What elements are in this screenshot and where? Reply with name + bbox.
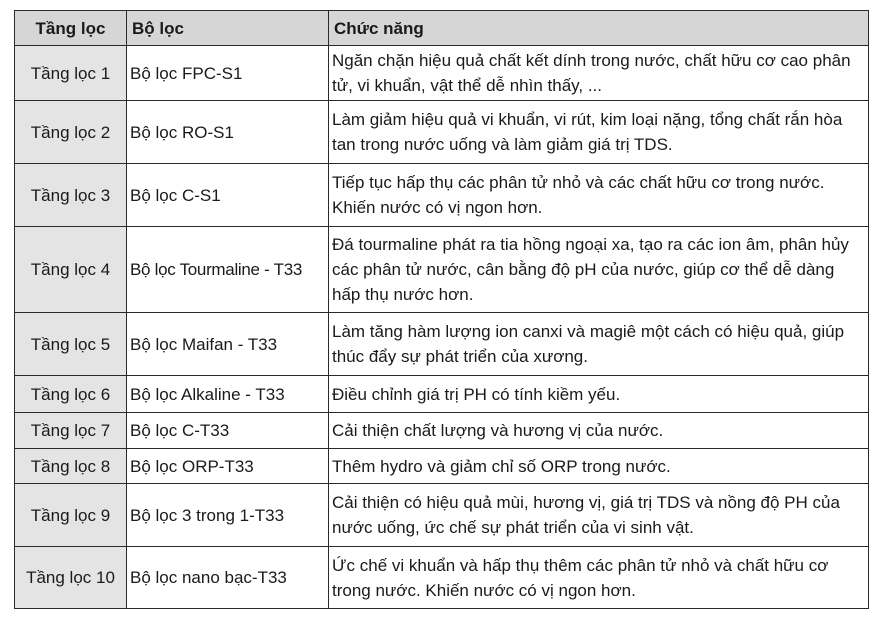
table-row [15, 164, 869, 227]
function-cell: Điều chỉnh giá trị PH có tính kiềm yếu. [329, 376, 869, 413]
table-row [15, 413, 869, 449]
table-row [15, 46, 869, 101]
filter-cell: Bộ lọc nano bạc-T33 [127, 547, 329, 609]
table-row [15, 547, 869, 609]
stage-cell: Tầng lọc 9 [15, 484, 127, 547]
stage-cell: Tầng lọc 7 [15, 413, 127, 449]
table-row [15, 449, 869, 484]
table-row [15, 227, 869, 313]
header-stage: Tầng lọc [15, 11, 127, 46]
filter-cell: Bộ lọc FPC-S1 [127, 46, 329, 101]
function-cell: Cải thiện có hiệu quả mùi, hương vị, giá trị TDS và nồng độ PH của nước uống, ức chế sự phát triển của vi sinh vật. [329, 484, 869, 547]
filter-cell: Bộ lọc Maifan - T33 [127, 313, 329, 376]
header-row [15, 11, 869, 46]
filter-cell: Bộ lọc Alkaline - T33 [127, 376, 329, 413]
header-filter: Bộ lọc [127, 11, 329, 46]
stage-cell: Tầng lọc 6 [15, 376, 127, 413]
function-cell: Đá tourmaline phát ra tia hồng ngoại xa, tạo ra các ion âm, phân hủy các phân tử nước, cân bằng độ pH của nước, giúp cơ thể dễ dàng hấp thụ nước hơn. [329, 227, 869, 313]
table-row [15, 484, 869, 547]
table-header [15, 11, 869, 46]
filter-cell: Bộ lọc ORP-T33 [127, 449, 329, 484]
function-cell: Làm tăng hàm lượng ion canxi và magiê một cách có hiệu quả, giúp thúc đẩy sự phát triển của xương. [329, 313, 869, 376]
stage-cell: Tầng lọc 2 [15, 101, 127, 164]
function-cell: Thêm hydro và giảm chỉ số ORP trong nước. [329, 449, 869, 484]
stage-cell: Tầng lọc 5 [15, 313, 127, 376]
table-row [15, 101, 869, 164]
stage-cell: Tầng lọc 8 [15, 449, 127, 484]
filter-cell: Bộ lọc Tourmaline - T33 [127, 227, 329, 313]
function-cell: Ngăn chặn hiệu quả chất kết dính trong nước, chất hữu cơ cao phân tử, vi khuẩn, vật thể dễ nhìn thấy, ... [329, 46, 869, 101]
header-function: Chức năng [329, 11, 869, 46]
function-cell: Ức chế vi khuẩn và hấp thụ thêm các phân tử nhỏ và chất hữu cơ trong nước. Khiến nước có vị ngon hơn. [329, 547, 869, 609]
filter-cell: Bộ lọc C-S1 [127, 164, 329, 227]
filter-stages-table [14, 10, 869, 609]
filter-table-container [14, 10, 868, 609]
stage-cell: Tầng lọc 4 [15, 227, 127, 313]
function-cell: Tiếp tục hấp thụ các phân tử nhỏ và các chất hữu cơ trong nước. Khiến nước có vị ngon hơn. [329, 164, 869, 227]
stage-cell: Tầng lọc 1 [15, 46, 127, 101]
function-cell: Cải thiện chất lượng và hương vị của nước. [329, 413, 869, 449]
stage-cell: Tầng lọc 3 [15, 164, 127, 227]
table-row [15, 313, 869, 376]
filter-cell: Bộ lọc C-T33 [127, 413, 329, 449]
stage-cell: Tầng lọc 10 [15, 547, 127, 609]
filter-cell: Bộ lọc 3 trong 1-T33 [127, 484, 329, 547]
function-cell: Làm giảm hiệu quả vi khuẩn, vi rút, kim loại nặng, tổng chất rắn hòa tan trong nước uống và làm giảm giá trị TDS. [329, 101, 869, 164]
table-row [15, 376, 869, 413]
table-body [15, 46, 869, 609]
filter-cell: Bộ lọc RO-S1 [127, 101, 329, 164]
